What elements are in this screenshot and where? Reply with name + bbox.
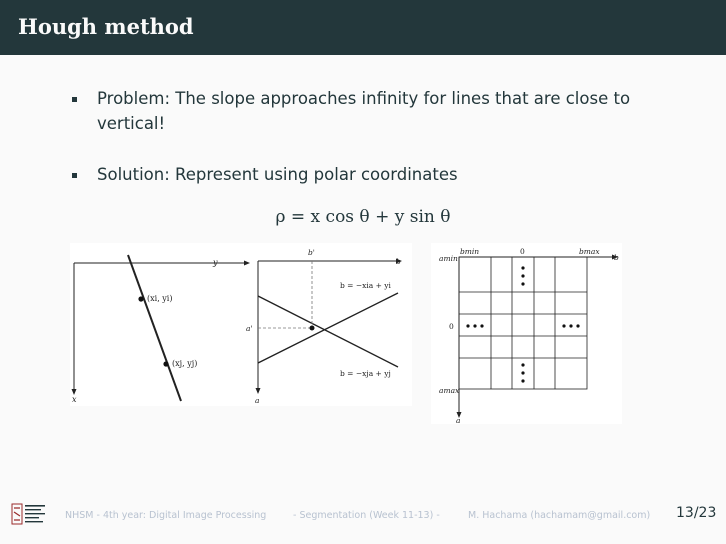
- label-bmin: bmin: [460, 247, 480, 256]
- bullet-text: Problem: The slope approaches infinity for lines that are close to vertical!: [97, 89, 631, 133]
- footer-author: M. Hachama (hachamam@gmail.com): [468, 510, 651, 521]
- point-j: [163, 361, 168, 366]
- bullet-item: [70, 86, 670, 136]
- page-number: 13/23: [676, 505, 717, 521]
- footer-section: - Segmentation (Week 11-13) -: [293, 510, 440, 521]
- xy-plane-figure: [70, 243, 250, 406]
- bullet-item: [70, 162, 670, 187]
- label-aprime: a': [246, 324, 253, 333]
- ellipsis-dots: [466, 266, 579, 382]
- bullet-text: Solution: Represent using polar coordinates: [97, 165, 458, 184]
- point-i-label: (xi, yi): [147, 294, 173, 303]
- slide-title: Hough method: [18, 14, 194, 39]
- footer-course: NHSM - 4th year: Digital Image Processing: [65, 510, 267, 521]
- label-a: a: [255, 396, 260, 405]
- label-amin: amin: [439, 254, 458, 263]
- footer: [0, 500, 726, 530]
- param-line-i: [258, 296, 398, 367]
- intersection-point: [310, 326, 315, 331]
- eq-line-i: b = −xia + yi: [340, 281, 391, 290]
- accumulator-grid-figure: [431, 243, 622, 424]
- title-bar: [0, 0, 726, 55]
- axis-y-label: y: [213, 258, 218, 267]
- bullet-list: [70, 86, 670, 213]
- label-b: b: [396, 257, 401, 266]
- label-acc-a: a: [456, 416, 461, 425]
- axis-x-label: x: [72, 395, 77, 404]
- label-zero-top: 0: [520, 247, 525, 256]
- parameter-space-figure: [246, 243, 412, 406]
- point-j-label: (xj, yj): [172, 359, 198, 368]
- bullet-marker: [72, 173, 77, 178]
- line-through-points: [128, 255, 181, 401]
- eq-line-j: b = −xja + yj: [340, 369, 391, 378]
- label-zero-left: 0: [449, 322, 454, 331]
- a-axis-arrow: [256, 388, 261, 394]
- label-acc-b: b: [614, 253, 619, 262]
- point-i: [138, 296, 143, 301]
- label-bprime: b': [308, 248, 315, 257]
- label-amax: amax: [439, 386, 460, 395]
- bullet-marker: [72, 97, 77, 102]
- label-bmax: bmax: [579, 247, 600, 256]
- polar-formula: ρ = x cos θ + y sin θ: [275, 207, 451, 227]
